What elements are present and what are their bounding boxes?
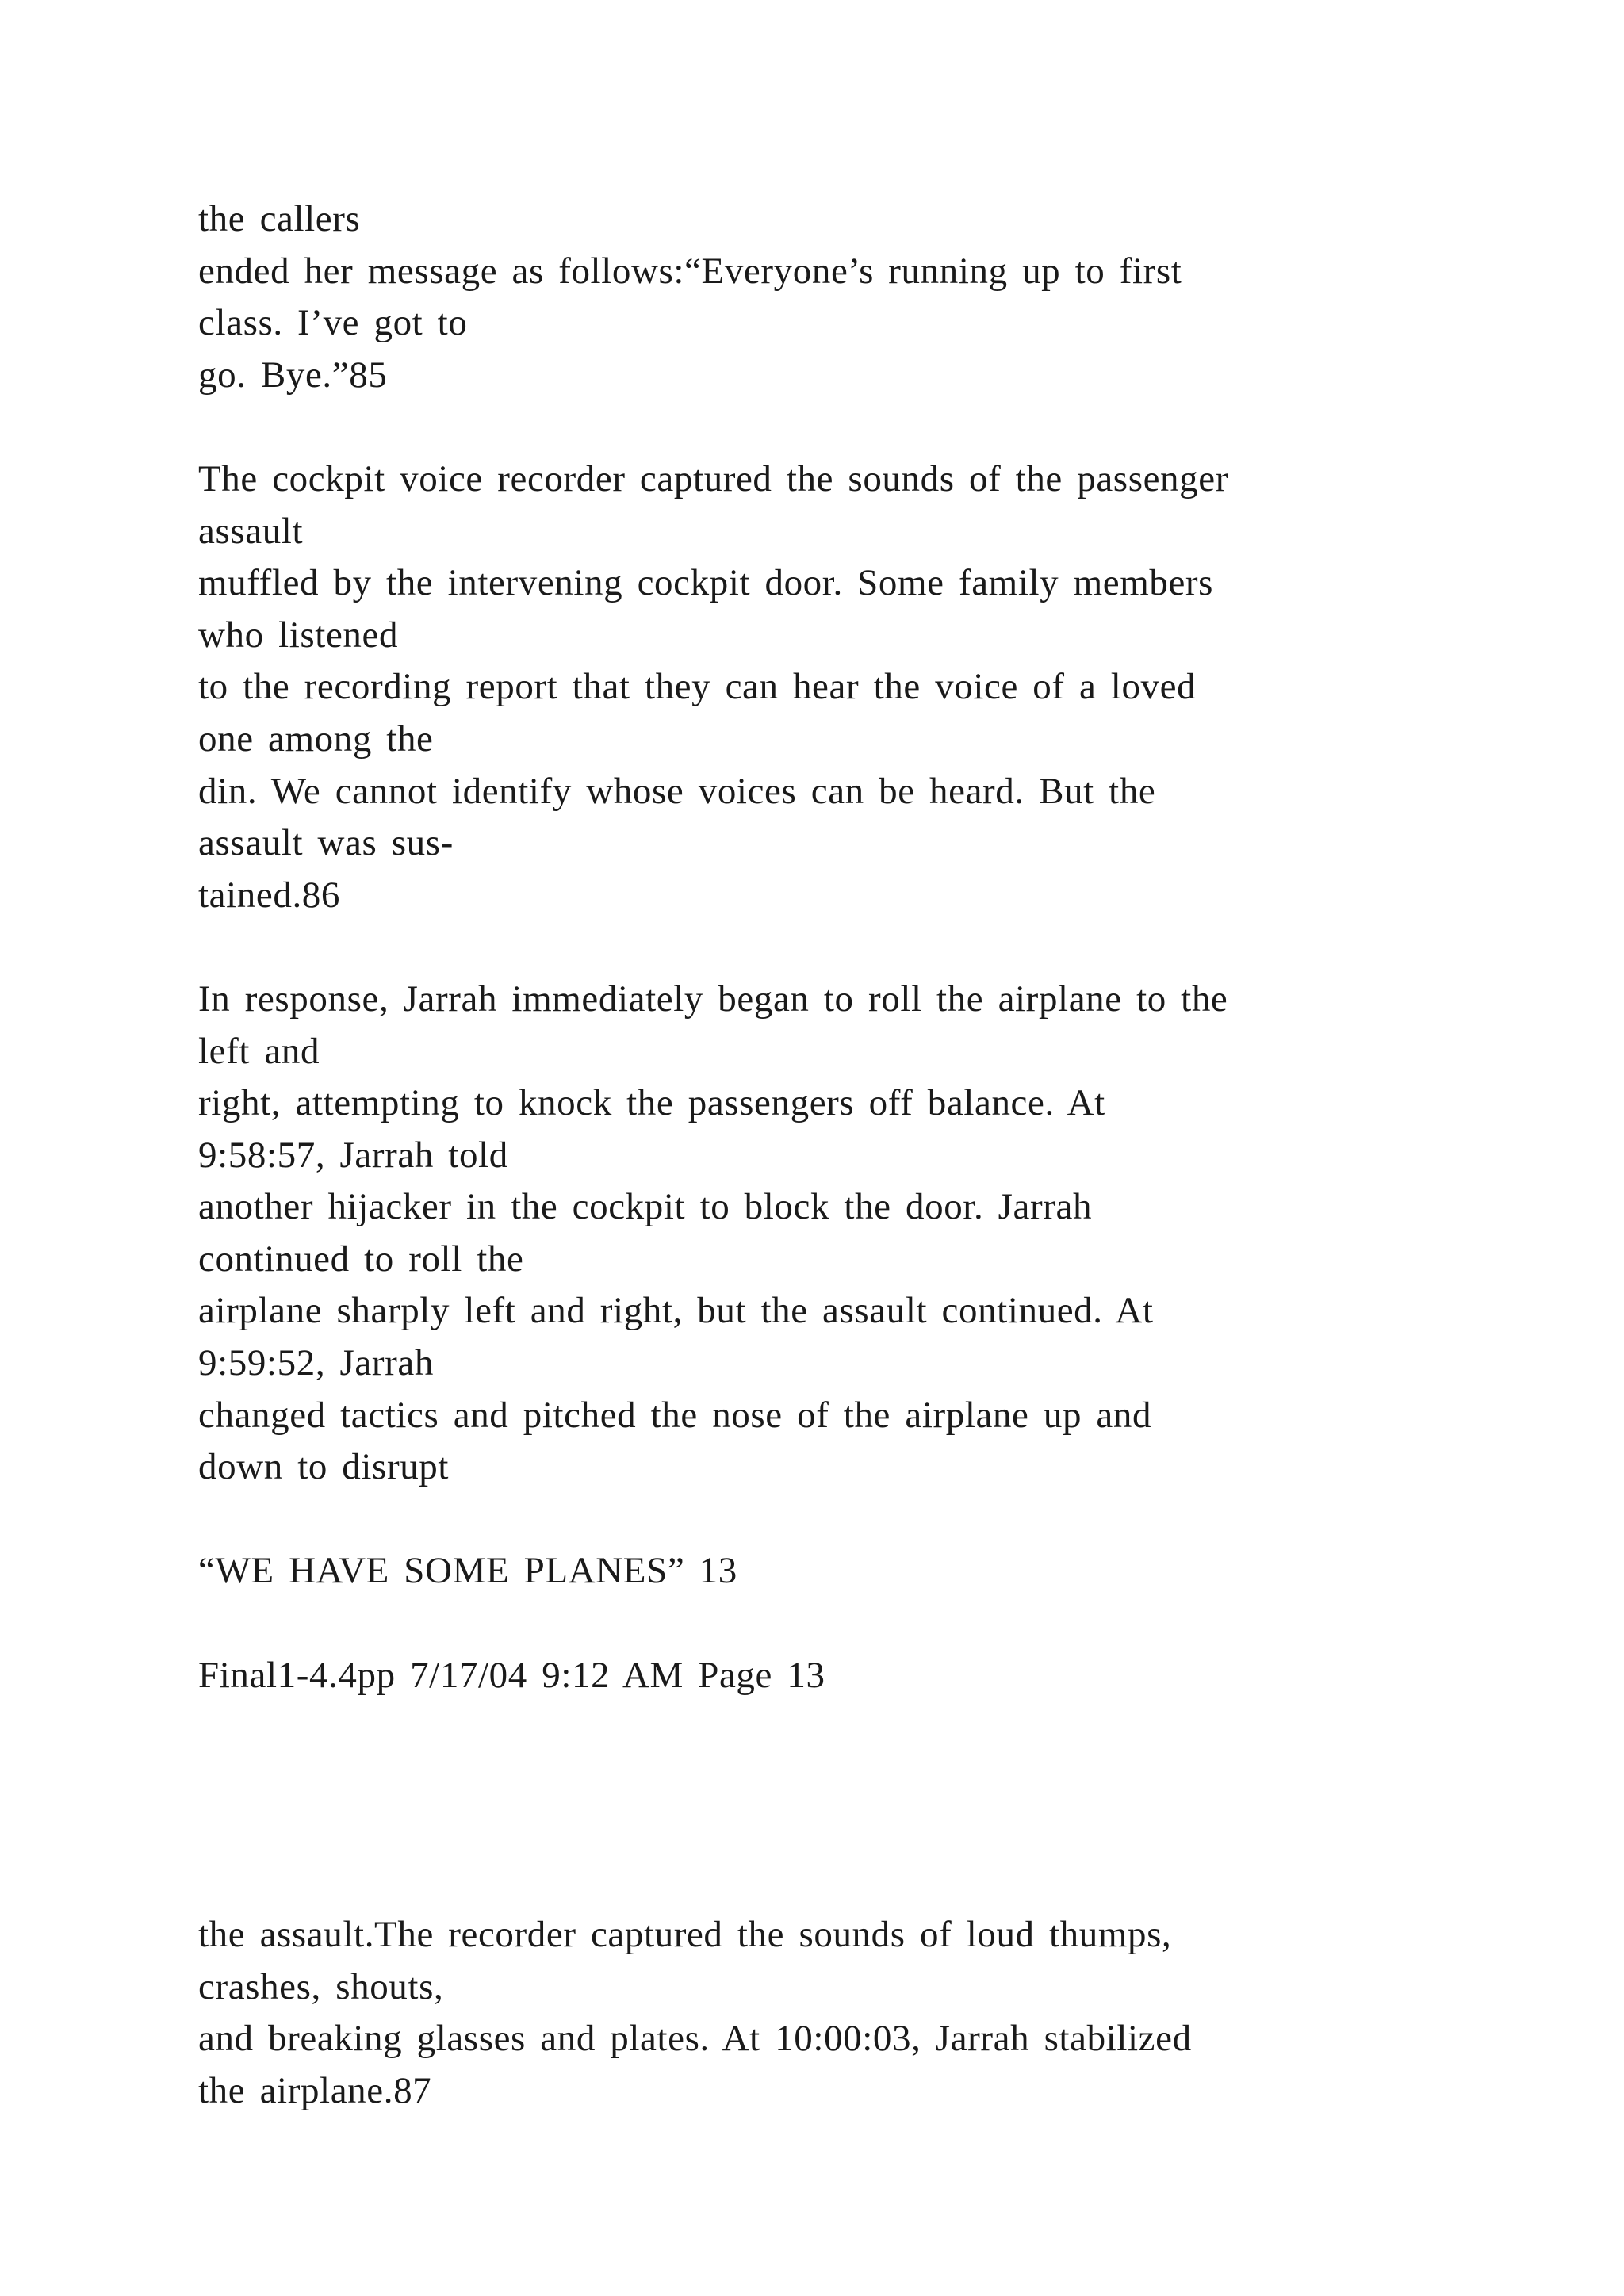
text-line: ended her message as follows:“Everyone’s running up to first — [198, 250, 1182, 292]
text-line: Final1-4.4pp 7/17/04 9:12 AM Page 13 — [198, 1654, 825, 1696]
text-line: crashes, shouts, — [198, 1965, 444, 2007]
print-footer — [198, 1650, 1546, 1702]
text-line: down to disrupt — [198, 1446, 450, 1488]
text-line: another hijacker in the cockpit to block the door. Jarrah — [198, 1186, 1093, 1228]
paragraph-gap — [198, 921, 1546, 974]
paragraph — [198, 193, 1546, 401]
text-line: class. I’ve got to — [198, 302, 468, 344]
text-line: left and — [198, 1030, 320, 1072]
paragraph — [198, 453, 1546, 921]
text-line: to the recording report that they can hear the voice of a loved — [198, 666, 1197, 708]
paragraph — [198, 1909, 1546, 2117]
text-line: go. Bye.”85 — [198, 354, 388, 396]
text-line: The cockpit voice recorder captured the sounds of the passenger — [198, 457, 1228, 499]
text-line: In response, Jarrah immediately began to roll the airplane to the — [198, 978, 1228, 1020]
text-line: the assault.The recorder captured the sounds of loud thumps, — [198, 1914, 1172, 1956]
text-line: changed tactics and pitched the nose of the airplane up and — [198, 1394, 1152, 1436]
text-line: assault was sus- — [198, 822, 454, 864]
text-line: airplane sharply left and right, but the assault continued. At — [198, 1290, 1154, 1332]
text-line: one among the — [198, 718, 434, 760]
paragraph-gap — [198, 401, 1546, 453]
text-line: din. We cannot identify whose voices can be heard. But the — [198, 770, 1156, 812]
document-text — [198, 193, 1546, 2118]
page-break-gap — [198, 1701, 1546, 1909]
paragraph — [198, 974, 1546, 1494]
paragraph-gap — [198, 1598, 1546, 1650]
text-line: the callers — [198, 198, 361, 239]
text-line: right, attempting to knock the passengers off balance. At — [198, 1082, 1105, 1124]
text-line: continued to roll the — [198, 1238, 524, 1280]
text-line: 9:58:57, Jarrah told — [198, 1134, 508, 1176]
paragraph-gap — [198, 1494, 1546, 1546]
text-line: tained.86 — [198, 874, 340, 916]
running-header — [198, 1545, 1546, 1598]
text-line: “WE HAVE SOME PLANES” 13 — [198, 1550, 737, 1592]
text-line: the airplane.87 — [198, 2070, 432, 2111]
text-line: assault — [198, 510, 304, 552]
text-line: and breaking glasses and plates. At 10:00:03, Jarrah stabilized — [198, 2018, 1192, 2060]
text-line: 9:59:52, Jarrah — [198, 1342, 434, 1384]
text-line: who listened — [198, 614, 399, 656]
text-line: muffled by the intervening cockpit door. Some family members — [198, 562, 1214, 604]
